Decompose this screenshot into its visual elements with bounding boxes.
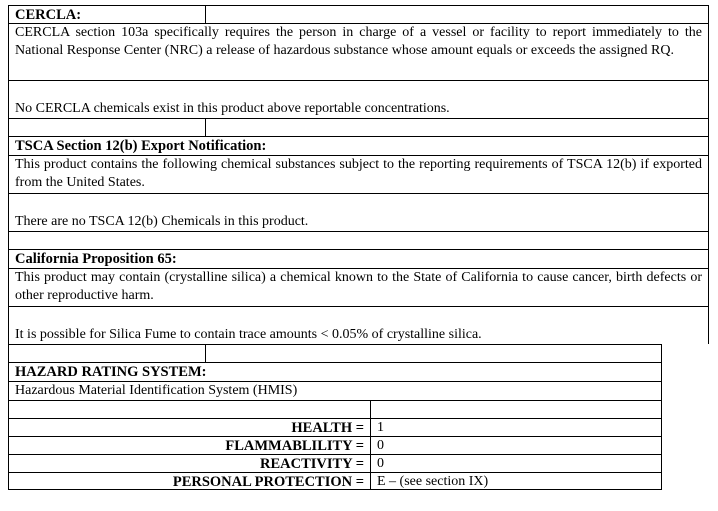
cercla-note-row: [8, 80, 709, 118]
cercla-body: CERCLA section 103a specifically requires the person in charge of a vessel or facility to report immediately to the National Response Center (NRC) a release of hazardous substance whose amount equals or exceeds the assigned RQ.: [15, 25, 702, 58]
rating-row-health: [8, 418, 662, 436]
tsca-heading: TSCA Section 12(b) Export Notification:: [15, 138, 267, 154]
california-note: It is possible for Silica Fume to contain trace amounts < 0.05% of crystalline silica.: [15, 327, 482, 342]
cercla-body-row: [8, 23, 709, 80]
california-note-row: [8, 306, 709, 344]
california-body: This product may contain (crystalline silica) a chemical known to the State of California to cause cancer, birth defects or other reproductive harm.: [15, 270, 702, 303]
california-body-row: [8, 268, 709, 306]
rating-value: 0: [377, 456, 384, 471]
rating-label: PERSONAL PROTECTION =: [9, 473, 371, 489]
california-heading: California Proposition 65:: [15, 251, 177, 267]
tsca-heading-row: [8, 136, 709, 155]
hazard-heading: HAZARD RATING SYSTEM:: [15, 364, 207, 380]
hazard-system: Hazardous Material Identification System (HMIS): [15, 383, 298, 398]
cercla-heading: CERCLA:: [15, 7, 82, 23]
rating-row-flammability: [8, 436, 662, 454]
tsca-note-row: [8, 193, 709, 231]
rating-value: 0: [377, 438, 384, 453]
rating-row-personal-protection: [8, 472, 662, 490]
cercla-heading-row: [8, 5, 709, 23]
cercla-note: No CERCLA chemicals exist in this product above reportable concentrations.: [15, 101, 450, 116]
tsca-body: This product contains the following chemical substances subject to the reporting requirements of TSCA 12(b) if exported from the United States.: [15, 157, 702, 190]
rating-label: REACTIVITY =: [9, 455, 371, 472]
hazard-system-row: [8, 381, 662, 400]
tsca-spacer-row: [8, 231, 709, 249]
cercla-spacer-row: [8, 118, 709, 136]
hazard-heading-row: [8, 362, 662, 381]
rating-value: E – (see section IX): [377, 474, 489, 489]
regulatory-document: [8, 5, 709, 490]
hazard-blank-row: [8, 400, 662, 418]
hazard-spacer-row: [8, 344, 662, 362]
tsca-body-row: [8, 155, 709, 193]
california-heading-row: [8, 249, 709, 268]
rating-row-reactivity: [8, 454, 662, 472]
rating-value: 1: [377, 420, 384, 435]
rating-label: FLAMMABLILITY =: [9, 437, 371, 454]
rating-label: HEALTH =: [9, 419, 371, 436]
tsca-note: There are no TSCA 12(b) Chemicals in this product.: [15, 214, 309, 229]
